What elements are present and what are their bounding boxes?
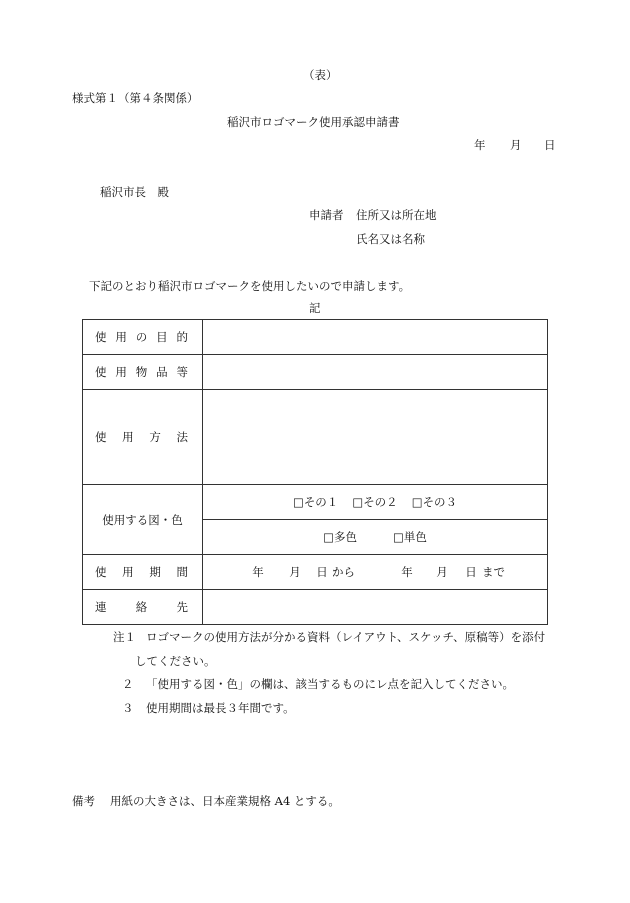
contact-label xyxy=(83,590,203,625)
page-title: 稲沢市ロゴマーク使用承認申請書 xyxy=(227,115,400,129)
addressee: 稲沢市長 殿 xyxy=(100,185,169,199)
period-until: まで xyxy=(482,565,505,579)
row-contact xyxy=(83,590,548,625)
color-options xyxy=(203,520,548,555)
label-char: 間 xyxy=(176,565,188,579)
label-char: 使 xyxy=(95,365,107,379)
contact-field[interactable] xyxy=(203,590,548,625)
row-items xyxy=(83,355,548,390)
label-char: 法 xyxy=(176,430,188,444)
period-end-day: 日 xyxy=(465,565,477,579)
label-char: 用 xyxy=(115,330,127,344)
color-option-single[interactable] xyxy=(393,529,427,545)
label-char: 的 xyxy=(176,330,188,344)
row-figure xyxy=(83,485,548,520)
date-year-label: 年 xyxy=(474,138,486,152)
label-char: 方 xyxy=(149,430,161,444)
side-label: （表） xyxy=(303,68,338,82)
label-char: 目 xyxy=(156,330,168,344)
checkbox-icon[interactable]: □ xyxy=(292,495,304,509)
items-field[interactable] xyxy=(203,355,548,390)
note3-number: ３ xyxy=(122,701,134,715)
remarks-label: 備考 xyxy=(72,794,95,808)
label-char: 期 xyxy=(149,565,161,579)
period-start-day: 日 xyxy=(316,565,328,579)
remarks-text: 用紙の大きさは、日本産業規格 A4 とする。 xyxy=(110,794,340,808)
row-method xyxy=(83,390,548,485)
applicant-name-label: 氏名又は名称 xyxy=(356,232,425,246)
note1-line2: してください。 xyxy=(135,654,216,668)
label-char: 使 xyxy=(95,330,107,344)
figure-color-label: 使用する図・色 xyxy=(83,485,203,555)
label-char: の xyxy=(135,330,148,344)
intro-text: 下記のとおり稲沢市ロゴマークを使用したいので申請します。 xyxy=(89,279,411,293)
period-field[interactable] xyxy=(203,555,548,590)
note1-prefix: 注１ xyxy=(113,630,136,644)
items-label xyxy=(83,355,203,390)
note3-text: 使用期間は最長３年間です。 xyxy=(146,701,295,715)
row-period xyxy=(83,555,548,590)
label-char: 使 xyxy=(95,430,107,444)
label-char: 用 xyxy=(115,365,127,379)
applicant-address-label: 住所又は所在地 xyxy=(356,208,437,222)
date-month-label: 月 xyxy=(510,138,522,152)
figure-options xyxy=(203,485,548,520)
option-label: 多色 xyxy=(334,530,357,544)
option-label: その２ xyxy=(363,495,398,509)
label-char: 用 xyxy=(122,565,134,579)
figure-option-1[interactable] xyxy=(293,494,338,510)
checkbox-icon[interactable]: □ xyxy=(352,495,364,509)
form-number: 様式第１（第４条関係） xyxy=(72,91,199,105)
label-char: 等 xyxy=(176,365,188,379)
date-day-label: 日 xyxy=(544,138,556,152)
color-option-multi[interactable] xyxy=(323,529,357,545)
label-char: 絡 xyxy=(135,600,148,614)
label-char: 連 xyxy=(95,600,107,614)
application-table xyxy=(82,319,548,625)
label-char: 物 xyxy=(135,365,148,379)
option-label: 単色 xyxy=(403,530,427,544)
purpose-field[interactable] xyxy=(203,320,548,355)
period-end-year: 年 xyxy=(401,565,413,579)
checkbox-icon[interactable]: □ xyxy=(323,530,334,544)
row-purpose xyxy=(83,320,548,355)
note1-line1: ロゴマークの使用方法が分かる資料（レイアウト、スケッチ、原稿等）を添付 xyxy=(146,630,546,644)
label-char: 使 xyxy=(95,565,107,579)
period-from: から xyxy=(332,565,355,579)
checkbox-icon[interactable]: □ xyxy=(393,530,404,544)
figure-option-3[interactable] xyxy=(412,494,457,510)
option-label: その１ xyxy=(303,495,339,509)
label-char: 先 xyxy=(176,600,188,614)
label-char: 品 xyxy=(156,365,168,379)
method-field[interactable] xyxy=(203,390,548,485)
note2-number: ２ xyxy=(122,677,134,691)
figure-option-2[interactable] xyxy=(352,494,397,510)
purpose-label xyxy=(83,320,203,355)
period-start-year: 年 xyxy=(252,565,264,579)
period-label xyxy=(83,555,203,590)
note2-text: 「使用する図・色」の欄は、該当するものにレ点を記入してください。 xyxy=(146,677,514,691)
ki-heading: 記 xyxy=(309,301,321,315)
period-end-month: 月 xyxy=(436,565,448,579)
checkbox-icon[interactable]: □ xyxy=(411,495,423,509)
option-label: その３ xyxy=(422,495,458,509)
method-label xyxy=(83,390,203,485)
period-start-month: 月 xyxy=(289,565,301,579)
label-char: 用 xyxy=(122,430,134,444)
applicant-label: 申請者 xyxy=(309,208,344,222)
